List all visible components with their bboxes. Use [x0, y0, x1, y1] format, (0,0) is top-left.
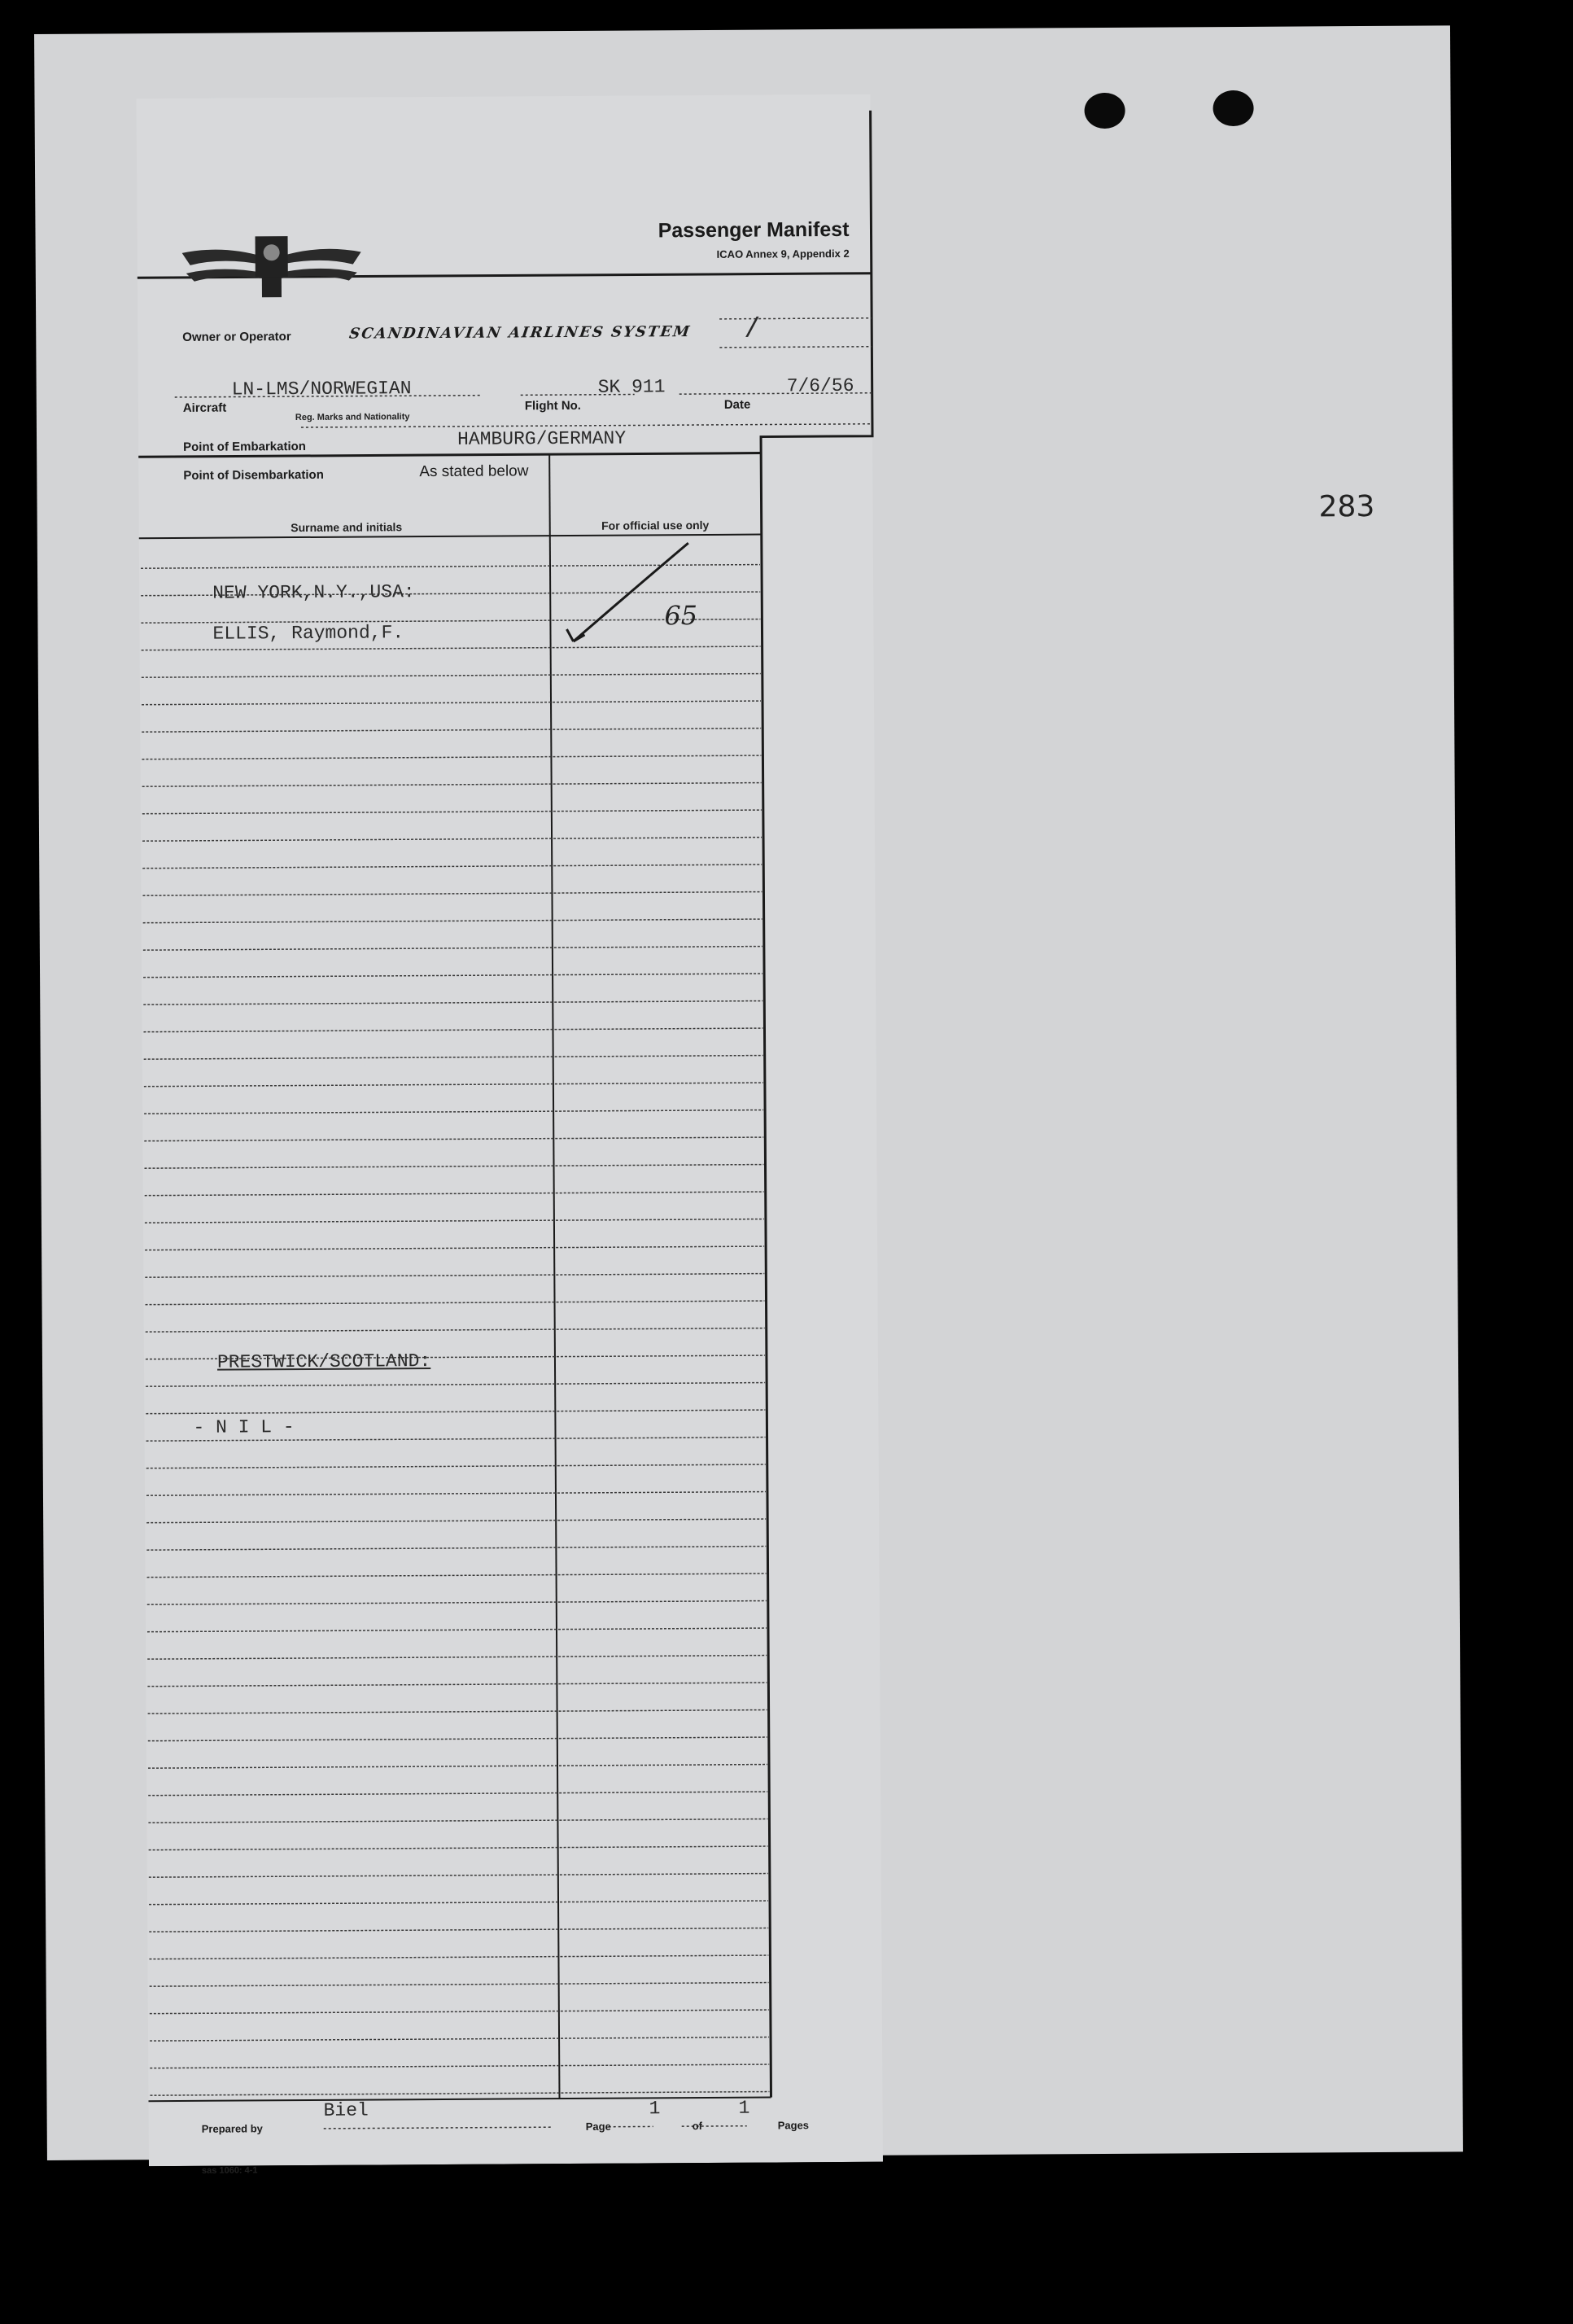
aircraft-value: LN-LMS/NORWEGIAN — [231, 378, 412, 400]
owner-label: Owner or Operator — [182, 330, 291, 344]
of-value: 1 — [738, 2097, 750, 2119]
page-label: Page — [585, 2120, 611, 2133]
document-page — [34, 25, 1463, 2176]
entry-passenger-1: ELLIS, Raymond,F. — [212, 622, 404, 645]
form-code: sas 1060: 4-1 — [202, 2165, 258, 2176]
airline-logo — [173, 227, 369, 301]
prepared-label: Prepared by — [201, 2122, 263, 2135]
entry-destination-2: PRESTWICK/SCOTLAND: — [216, 1350, 431, 1373]
punch-hole — [1213, 90, 1253, 126]
owner-value: SCANDINAVIAN AIRLINES SYSTEM — [347, 323, 693, 343]
official-mark: 65 — [664, 600, 698, 632]
archive-page-number: 283 — [1318, 489, 1375, 524]
aircraft-sub-label: Reg. Marks and Nationality — [295, 412, 410, 423]
form-title: Passenger Manifest — [658, 217, 850, 243]
prepared-value: Biel — [323, 2099, 369, 2121]
embark-label: Point of Embarkation — [183, 439, 306, 454]
col-official-header: For official use only — [601, 518, 710, 532]
disembark-label: Point of Disembarkation — [183, 467, 324, 483]
aircraft-label: Aircraft — [182, 400, 227, 415]
form-subtitle: ICAO Annex 9, Appendix 2 — [716, 247, 850, 260]
punch-hole — [1084, 93, 1125, 129]
flight-value: SK 911 — [597, 376, 666, 398]
date-label: Date — [723, 397, 751, 412]
form-lines — [34, 29, 910, 2167]
date-value: 7/6/56 — [786, 374, 854, 397]
entry-destination-1: NEW YORK,N.Y.,USA: — [212, 581, 415, 604]
of-label: of — [692, 2120, 703, 2133]
disembark-value: As stated below — [419, 462, 529, 481]
owner-mark: / — [744, 314, 761, 346]
flight-label: Flight No. — [524, 398, 582, 414]
pages-label: Pages — [777, 2119, 810, 2132]
page-value: 1 — [649, 2098, 661, 2120]
entry-nil: - N I L - — [193, 1416, 295, 1438]
col-surname-header: Surname and initials — [291, 520, 403, 535]
embark-value: HAMBURG/GERMANY — [457, 427, 627, 450]
